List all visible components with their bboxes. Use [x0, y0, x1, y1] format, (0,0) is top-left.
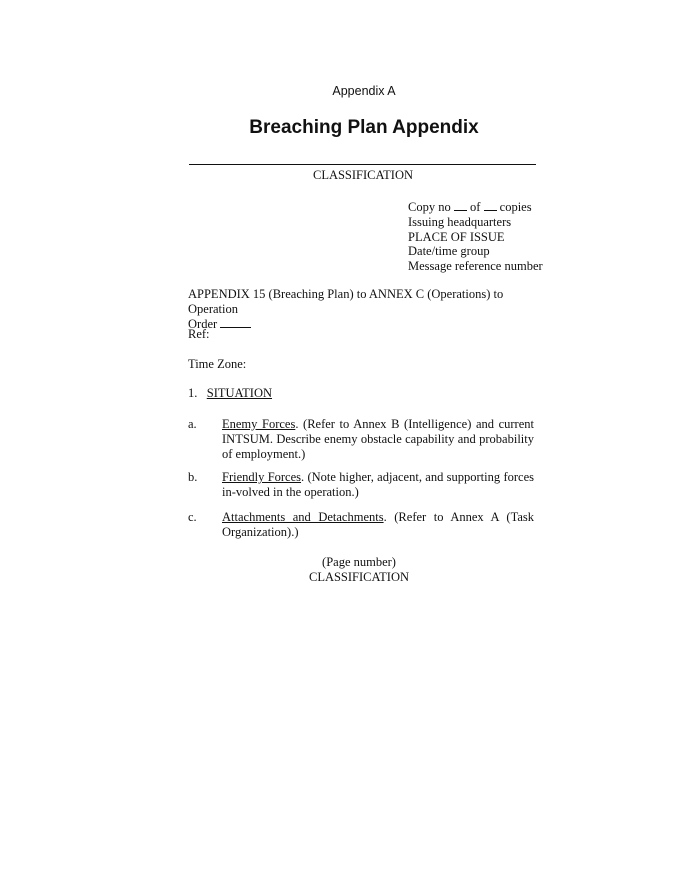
classification-rule: [189, 164, 536, 165]
page-number-placeholder: (Page number): [322, 555, 396, 569]
place-of-issue: PLACE OF ISSUE: [408, 229, 505, 244]
item-title: Enemy Forces: [222, 417, 296, 431]
page-title: Breaching Plan Appendix: [249, 117, 479, 138]
ref-label: Ref:: [188, 327, 210, 341]
item-text: [188, 510, 535, 540]
item-title: Attachments and Detachments: [222, 510, 384, 524]
appendix-reference-line: [188, 287, 538, 332]
item-text: [188, 470, 535, 500]
item-body: . (Refer to Annex B (Intelligence) and current INTSUM. Describe enemy obstacle capability and probability of employment.): [222, 417, 534, 461]
time-zone-label: Time Zone:: [188, 357, 247, 371]
situation-item-enemy-forces: [188, 417, 534, 462]
item-text: [188, 417, 534, 462]
date-time-group: Date/time group: [408, 244, 490, 259]
situation-item-friendly-forces: [188, 470, 535, 500]
situation-item-attachments: [188, 510, 535, 540]
issue-block: [408, 200, 543, 274]
item-letter: b.: [188, 470, 198, 484]
classification-marking-top: CLASSIFICATION: [312, 168, 413, 182]
copy-number-line: [408, 200, 543, 215]
situation-title: SITUATION: [206, 386, 273, 400]
situation-number: 1.: [188, 386, 198, 400]
appendix-label: Appendix A: [332, 84, 396, 98]
situation-heading: [188, 386, 272, 401]
item-letter: c.: [188, 510, 197, 524]
classification-marking-bottom: CLASSIFICATION: [308, 570, 409, 584]
copy-suffix: copies: [499, 200, 532, 214]
order-label: Order: [188, 317, 218, 331]
copy-number-blank: [454, 200, 467, 211]
message-reference-number: Message reference number: [408, 259, 543, 274]
item-body: . (Refer to Annex A (Task Organization).): [222, 510, 535, 539]
copy-prefix: Copy no: [408, 200, 451, 214]
appendix-reference-text: APPENDIX 15 (Breaching Plan) to ANNEX C (Operations) to Operation: [188, 287, 504, 316]
item-letter: a.: [188, 417, 197, 431]
copy-of: of: [469, 200, 481, 214]
item-title: Friendly Forces: [222, 470, 302, 484]
item-body: . (Note higher, adjacent, and supporting forces in-volved in the operation.): [222, 470, 535, 499]
order-number-blank: [220, 317, 251, 328]
issuing-headquarters: Issuing headquarters: [408, 214, 512, 229]
copy-total-blank: [484, 200, 497, 211]
